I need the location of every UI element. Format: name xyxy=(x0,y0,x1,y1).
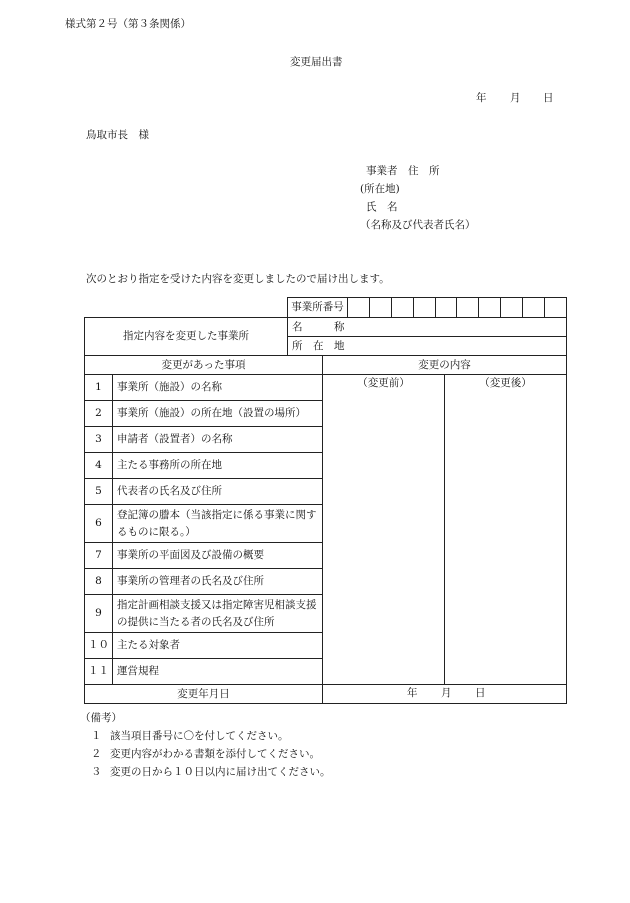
after-change-field[interactable] xyxy=(445,375,567,685)
change-table xyxy=(84,355,567,704)
change-date-month: 月 xyxy=(441,687,452,699)
form-style-number: 様式第２号（第３条関係） xyxy=(65,18,191,30)
row-number: 4 xyxy=(85,453,113,479)
applicant-representative-label: （名称及び代表者氏名） xyxy=(360,219,476,231)
office-number-digit[interactable] xyxy=(435,298,457,318)
row-item-label: 運営規程 xyxy=(113,659,323,685)
office-number-digit[interactable] xyxy=(479,298,501,318)
date-year-label: 年 xyxy=(476,92,487,104)
date-month-label: 月 xyxy=(510,92,521,104)
office-info-table xyxy=(84,317,567,356)
header-change-content: 変更の内容 xyxy=(323,356,567,375)
office-number-digit[interactable] xyxy=(523,298,545,318)
row-number: 3 xyxy=(85,427,113,453)
row-number: 8 xyxy=(85,569,113,595)
note-number: ２ xyxy=(91,748,102,760)
applicant-location-label: (所在地) xyxy=(360,183,400,195)
row-item-label: 申請者（設置者）の名称 xyxy=(113,427,323,453)
row-item-label: 事業所（施設）の名称 xyxy=(113,375,323,401)
change-date-year: 年 xyxy=(407,687,418,699)
row-number: 1 xyxy=(85,375,113,401)
intro-text: 次のとおり指定を受けた内容を変更しましたので届け出します。 xyxy=(86,273,390,285)
notes-heading: （備考） xyxy=(80,712,122,724)
before-change-field[interactable] xyxy=(323,375,445,685)
note-number: ３ xyxy=(91,766,102,778)
note-text: 変更内容がわかる書類を添付してください。 xyxy=(110,748,320,760)
row-item-label: 事業所の平面図及び設備の概要 xyxy=(113,543,323,569)
office-number-digit[interactable] xyxy=(457,298,479,318)
before-change-label: （変更前） xyxy=(357,377,410,389)
applicant-address-label: 事業者 住 所 xyxy=(366,165,440,177)
row-number: 9 xyxy=(85,595,113,633)
header-changed-item: 変更があった事項 xyxy=(85,356,323,375)
row-item-label: 指定計画相談支援又は指定障害児相談支援の提供に当たる者の氏名及び住所 xyxy=(113,595,323,633)
changed-office-label: 指定内容を変更した事業所 xyxy=(85,318,288,356)
office-name-field[interactable] xyxy=(348,318,567,337)
office-number-digit[interactable] xyxy=(413,298,435,318)
note-number: １ xyxy=(91,730,102,742)
office-number-digit[interactable] xyxy=(545,298,567,318)
row-item-label: 登記簿の謄本（当該指定に係る事業に関するものに限る。） xyxy=(113,505,323,543)
row-number: １０ xyxy=(85,633,113,659)
office-name-label: 名 称 xyxy=(288,318,348,337)
addressee: 鳥取市長 様 xyxy=(86,129,149,141)
office-address-field[interactable] xyxy=(348,337,567,356)
office-number-label: 事業所番号 xyxy=(288,298,348,318)
change-date-field[interactable] xyxy=(323,685,567,704)
row-number: 6 xyxy=(85,505,113,543)
change-date-label: 変更年月日 xyxy=(85,685,323,704)
office-number-digit[interactable] xyxy=(501,298,523,318)
form-title: 変更届出書 xyxy=(290,56,343,68)
office-number-box xyxy=(287,297,567,318)
row-number: 5 xyxy=(85,479,113,505)
row-item-label: 主たる事務所の所在地 xyxy=(113,453,323,479)
row-number: 2 xyxy=(85,401,113,427)
row-item-label: 事業所（施設）の所在地（設置の場所） xyxy=(113,401,323,427)
office-number-digit[interactable] xyxy=(369,298,391,318)
row-item-label: 代表者の氏名及び住所 xyxy=(113,479,323,505)
row-item-label: 主たる対象者 xyxy=(113,633,323,659)
row-number: １１ xyxy=(85,659,113,685)
office-number-digit[interactable] xyxy=(391,298,413,318)
row-item-label: 事業所の管理者の氏名及び住所 xyxy=(113,569,323,595)
office-number-digit[interactable] xyxy=(348,298,370,318)
date-day-label: 日 xyxy=(543,92,554,104)
after-change-label: （変更後） xyxy=(479,377,532,389)
applicant-name-label: 氏 名 xyxy=(366,201,398,213)
row-number: 7 xyxy=(85,543,113,569)
note-text: 変更の日から１０日以内に届け出てください。 xyxy=(110,766,331,778)
note-text: 該当項目番号に〇を付してください。 xyxy=(110,730,289,742)
change-date-day: 日 xyxy=(475,687,486,699)
office-address-label: 所 在 地 xyxy=(288,337,348,356)
